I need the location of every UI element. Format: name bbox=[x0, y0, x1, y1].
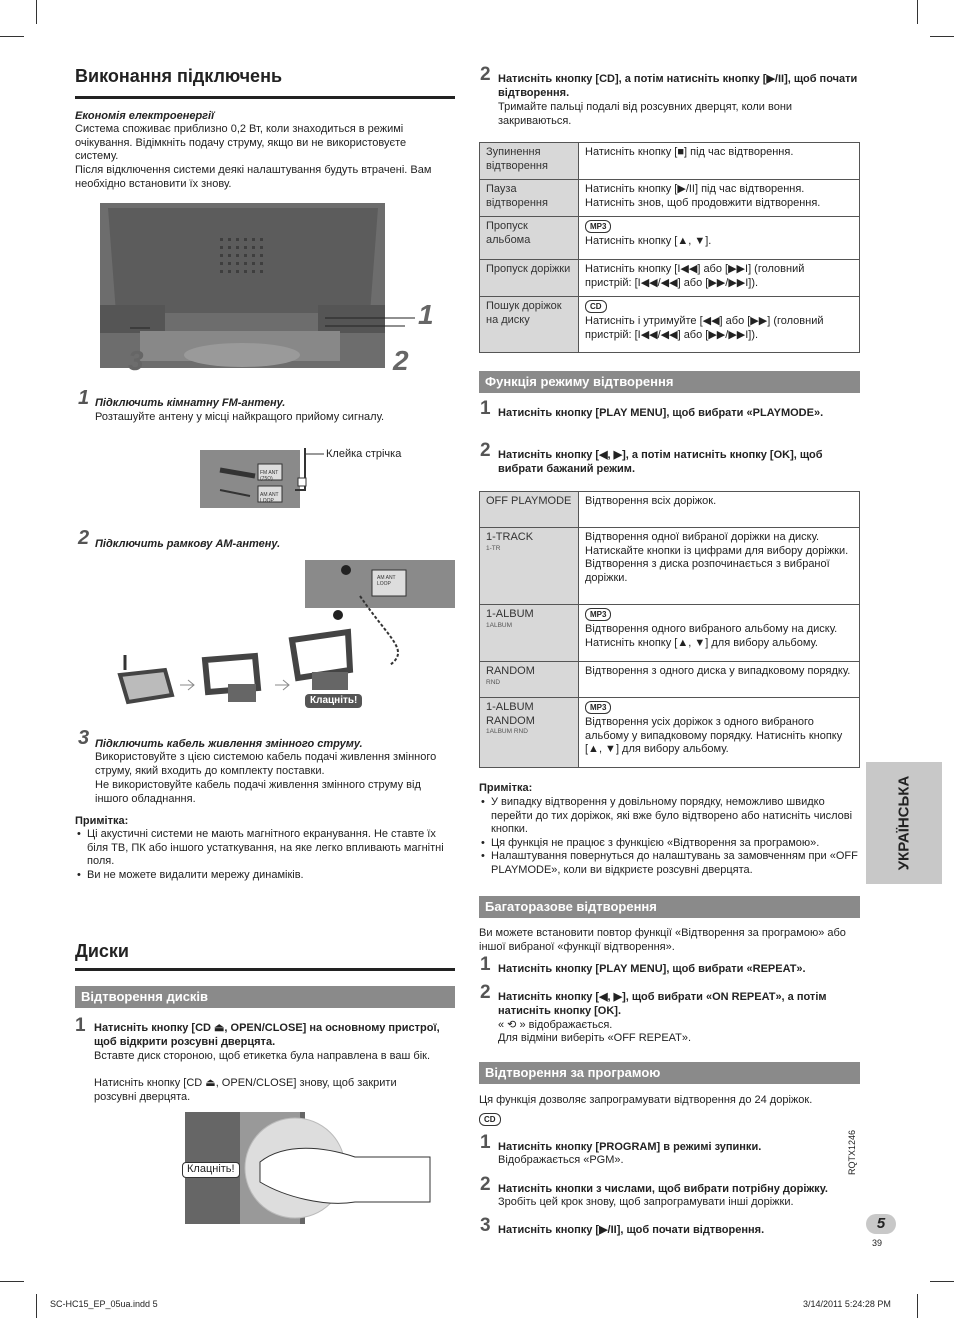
section-title-connections: Виконання підключень bbox=[75, 66, 283, 86]
table-value bbox=[579, 217, 860, 260]
rear-panel-figure bbox=[100, 203, 440, 378]
table-value-text: Відтворення одного вибраного альбому на диску. Натисніть кнопку [▲, ▼] для вибору альбому. bbox=[585, 623, 838, 649]
crop-mark bbox=[36, 0, 37, 24]
step-text: Вставте диск стороною, щоб етикетка була направлена в ваш бік. bbox=[94, 1050, 431, 1062]
table-row bbox=[480, 698, 860, 768]
step-number: 2 bbox=[78, 527, 90, 549]
language-tab-label: УКРАЇНСЬКА bbox=[895, 775, 913, 871]
mode-display: 1ALBUM bbox=[486, 621, 513, 629]
table-value: Відтворення з одного диска у випадковому порядку. bbox=[579, 662, 860, 698]
section-rule bbox=[75, 968, 455, 971]
mode-display: 1ALBUM RND bbox=[486, 728, 528, 735]
note-list bbox=[479, 796, 859, 877]
step-text-2: Натисніть кнопку [CD ⏏, OPEN/CLOSE] знову, щоб закрити розсувні дверцята. bbox=[94, 1077, 397, 1103]
subsection-bar-mode: Функція режиму відтворення bbox=[479, 371, 860, 393]
step-number: 1 bbox=[480, 398, 491, 419]
step-instruction: Натисніть кнопку [◀, ▶], а потім натисніть кнопку [OK], щоб вибрати бажаний режим. bbox=[498, 449, 823, 475]
repeat-intro: Ви можете встановити повтор функції «Відтворення за програмою» або іншої вибраної «функції відтворення». bbox=[479, 927, 846, 953]
table-row bbox=[480, 605, 860, 662]
step-number: 1 bbox=[480, 954, 491, 975]
table-value bbox=[579, 698, 860, 768]
note-item: • Налаштування повернуться до налаштувань за замовченням при «OFF PLAYMODE», коли ви відкриєте розсувні дверцята. bbox=[479, 850, 859, 877]
click-label: Клацніть! bbox=[305, 694, 362, 708]
mode-name: 1-TRACK bbox=[486, 531, 534, 543]
table-value-text: Натисніть і утримуйте [◀◀] або [▶▶] (головний пристрій: [I◀◀/◀◀] або [▶▶/▶▶I]). bbox=[585, 315, 824, 341]
table-key bbox=[480, 528, 579, 605]
energy-text-2: Після відключення системи деякі налаштування будуть втрачені. Вам необхідно встановити їх знову. bbox=[75, 164, 432, 190]
mode-name: 1-ALBUM bbox=[486, 608, 534, 620]
tape-label: Клейка стрічка bbox=[326, 448, 402, 460]
table-row bbox=[480, 492, 860, 528]
table-key bbox=[480, 492, 579, 528]
step-number: 2 bbox=[480, 982, 491, 1003]
note-item: • Ці акустичні системи не мають магнітного екранування. Не ставте їх біля ТВ, ПК або іншого устаткування, на яке легко впливають магнітні поля. bbox=[75, 828, 453, 869]
step-number: 1 bbox=[78, 387, 90, 409]
table-key: Пропуск доріжки bbox=[480, 260, 579, 297]
figure-callout-3: 3 bbox=[128, 345, 144, 376]
table-value bbox=[579, 297, 860, 353]
table-key: Пропуск альбома bbox=[480, 217, 579, 260]
note-title: Примітка: bbox=[479, 782, 533, 794]
figure-callout-1: 1 bbox=[418, 299, 434, 330]
step-text-2: Для відміни виберіть «OFF REPEAT». bbox=[498, 1032, 692, 1044]
cd-badge: CD bbox=[585, 300, 607, 313]
mode-name: 1-ALBUM RANDOM bbox=[486, 701, 535, 727]
table-row bbox=[480, 297, 860, 353]
note-item: • Ви не можете видалити мережу динаміків. bbox=[75, 869, 453, 883]
table-value-text: Відтворення усіх доріжок з одного вибраного альбому у випадковому порядку. Натисніть кнопку [▲, ▼] для вибору альбому. bbox=[585, 716, 843, 755]
table-value: Відтворення одної вибраної доріжки на диску. Натискайте кнопки із цифрами для вибору доріжки. Відтворення з диска розпочинається з вибраної доріжки. bbox=[579, 528, 860, 605]
energy-title: Економія електроенергії bbox=[75, 110, 215, 122]
cd-badge: CD bbox=[479, 1113, 501, 1126]
table-row bbox=[480, 528, 860, 605]
step-instruction: Натисніть кнопку [◀, ▶], щоб вибрати «ON REPEAT», а потім натисніть кнопку [OK]. bbox=[498, 991, 827, 1017]
note-item: • У випадку відтворення у довільному порядку, неможливо швидко перейти до тих доріжок, які вже було відтворено або натисніть числові кнопки. bbox=[479, 796, 859, 837]
table-value bbox=[579, 605, 860, 662]
table-row bbox=[480, 662, 860, 698]
page-number-badge: 5 bbox=[866, 1214, 896, 1234]
note-list bbox=[75, 828, 453, 882]
step-instruction: Натисніть кнопку [PLAY MENU], щоб вибрати «PLAYMODE». bbox=[498, 407, 824, 419]
click-label: Клацніть! bbox=[182, 1162, 240, 1178]
table-row bbox=[480, 180, 860, 217]
mode-name: OFF PLAYMODE bbox=[486, 495, 572, 507]
playback-controls-table bbox=[479, 142, 860, 353]
table-key bbox=[480, 605, 579, 662]
table-key bbox=[480, 662, 579, 698]
figure-callout-2: 2 bbox=[393, 345, 409, 376]
table-key bbox=[480, 698, 579, 768]
step-number: 1 bbox=[75, 1015, 86, 1036]
step-text: « ⟲ » відображається. bbox=[498, 1019, 613, 1031]
table-value: Відтворення всіх доріжок. bbox=[579, 492, 860, 528]
table-key: Пошук доріжок на диску bbox=[480, 297, 579, 353]
note-title: Примітка: bbox=[75, 815, 129, 827]
program-intro: Ця функція дозволяє запрограмувати відтворення до 24 доріжок. bbox=[479, 1094, 813, 1106]
step-instruction: Натисніть кнопку [PLAY MENU], щоб вибрати «REPEAT». bbox=[498, 963, 806, 975]
fm-label: FM ANT (75Ω) bbox=[260, 470, 279, 482]
page-number-small: 39 bbox=[872, 1238, 883, 1248]
step-instruction: Натисніть кнопку [CD], а потім натисніть кнопку [▶/II], щоб почати відтворення. bbox=[498, 73, 858, 99]
crop-mark bbox=[917, 1294, 918, 1318]
mp3-badge: MP3 bbox=[585, 701, 611, 714]
step-text: Розташуйте антену у місці найкращого прийому сигналу. bbox=[95, 411, 385, 423]
step-number: 3 bbox=[78, 727, 90, 749]
mp3-badge: MP3 bbox=[585, 220, 611, 233]
table-row bbox=[480, 260, 860, 297]
am-connector-label: AM ANT LOOP bbox=[377, 575, 396, 587]
crop-mark bbox=[0, 36, 24, 37]
step-instruction: Натисніть кнопку [CD ⏏, OPEN/CLOSE] на основному пристрої, щоб відкрити розсувні дверцята. bbox=[94, 1022, 440, 1048]
table-value: Натисніть кнопку [I◀◀] або [▶▶I] (головний пристрій: [I◀◀/◀◀] або [▶▶/▶▶I]). bbox=[579, 260, 860, 297]
subsection-bar-repeat: Багаторазове відтворення bbox=[479, 896, 860, 918]
am-label: AM ANT LOOP bbox=[260, 492, 279, 504]
energy-text: Система споживає приблизно 0,2 Вт, коли знаходиться в режимі очікування. Відімкніть подачу струму, якщо ви не використовуєте систему. bbox=[75, 123, 407, 162]
subsection-bar-program: Відтворення за програмою bbox=[479, 1062, 860, 1084]
step-number: 2 bbox=[480, 440, 491, 461]
table-value-text: Натисніть кнопку [▲, ▼]. bbox=[585, 235, 712, 247]
crop-mark bbox=[0, 1281, 24, 1282]
mode-name: RANDOM bbox=[486, 665, 535, 677]
step-title: Підключить рамкову AM-антену. bbox=[95, 538, 281, 550]
table-value: Натисніть кнопку [■] під час відтворення. bbox=[579, 143, 860, 180]
crop-mark bbox=[917, 0, 918, 24]
table-row bbox=[480, 143, 860, 180]
mode-display: RND bbox=[486, 678, 501, 686]
doc-code: RQTX1246 bbox=[847, 1129, 857, 1175]
step-instruction: Натисніть кнопки з числами, щоб вибрати потрібну доріжку. bbox=[498, 1183, 828, 1195]
crop-mark bbox=[930, 36, 954, 37]
subsection-bar-play: Відтворення дисків bbox=[75, 986, 455, 1008]
cd-badge-wrap bbox=[479, 1113, 501, 1128]
table-row bbox=[480, 217, 860, 260]
step-title: Підключить кімнатну FM-антену. bbox=[95, 397, 286, 409]
step-text: Використовуйте з цією системою кабель подачі живлення змінного струму, який входить до комплекту поставки. bbox=[95, 751, 437, 777]
step-text: Відображається «PGM». bbox=[498, 1154, 624, 1166]
step-instruction: Натисніть кнопку [PROGRAM] в режимі зупинки. bbox=[498, 1141, 762, 1153]
section-rule bbox=[75, 96, 455, 99]
footer-right: 3/14/2011 5:24:28 PM bbox=[803, 1299, 891, 1309]
crop-mark bbox=[930, 1281, 954, 1282]
step-text: Тримайте пальці подалі від розсувних дверцят, коли вони закриваються. bbox=[498, 101, 793, 127]
section-title-discs: Диски bbox=[75, 941, 129, 961]
crop-mark bbox=[36, 1294, 37, 1318]
mp3-badge: MP3 bbox=[585, 608, 611, 621]
footer-left: SC-HC15_EP_05ua.indd 5 bbox=[50, 1299, 158, 1309]
table-key: Пауза відтворення bbox=[480, 180, 579, 217]
step-number: 2 bbox=[480, 64, 491, 85]
table-key: Зупинення відтворення bbox=[480, 143, 579, 180]
step-instruction: Натисніть кнопку [▶/II], щоб почати відтворення. bbox=[498, 1224, 765, 1236]
step-number: 2 bbox=[480, 1174, 491, 1195]
mode-display: 1-TR bbox=[486, 544, 501, 552]
table-value: Натисніть кнопку [▶/II] під час відтворення. Натисніть знов, щоб продовжити відтворення. bbox=[579, 180, 860, 217]
step-text-2: Не використовуйте кабель подачі живлення змінного струму від іншого обладнання. bbox=[95, 779, 421, 805]
step-text: Зробіть цей крок знову, щоб запрограмувати інші доріжки. bbox=[498, 1196, 794, 1208]
step-number: 1 bbox=[480, 1132, 491, 1153]
playmode-table bbox=[479, 491, 860, 768]
step-number: 3 bbox=[480, 1215, 491, 1236]
note-item: • Ця функція не працює з функцією «Відтворення за програмою». bbox=[479, 837, 859, 851]
language-tab bbox=[866, 762, 942, 884]
step-title: Підключить кабель живлення змінного струму. bbox=[95, 738, 363, 750]
